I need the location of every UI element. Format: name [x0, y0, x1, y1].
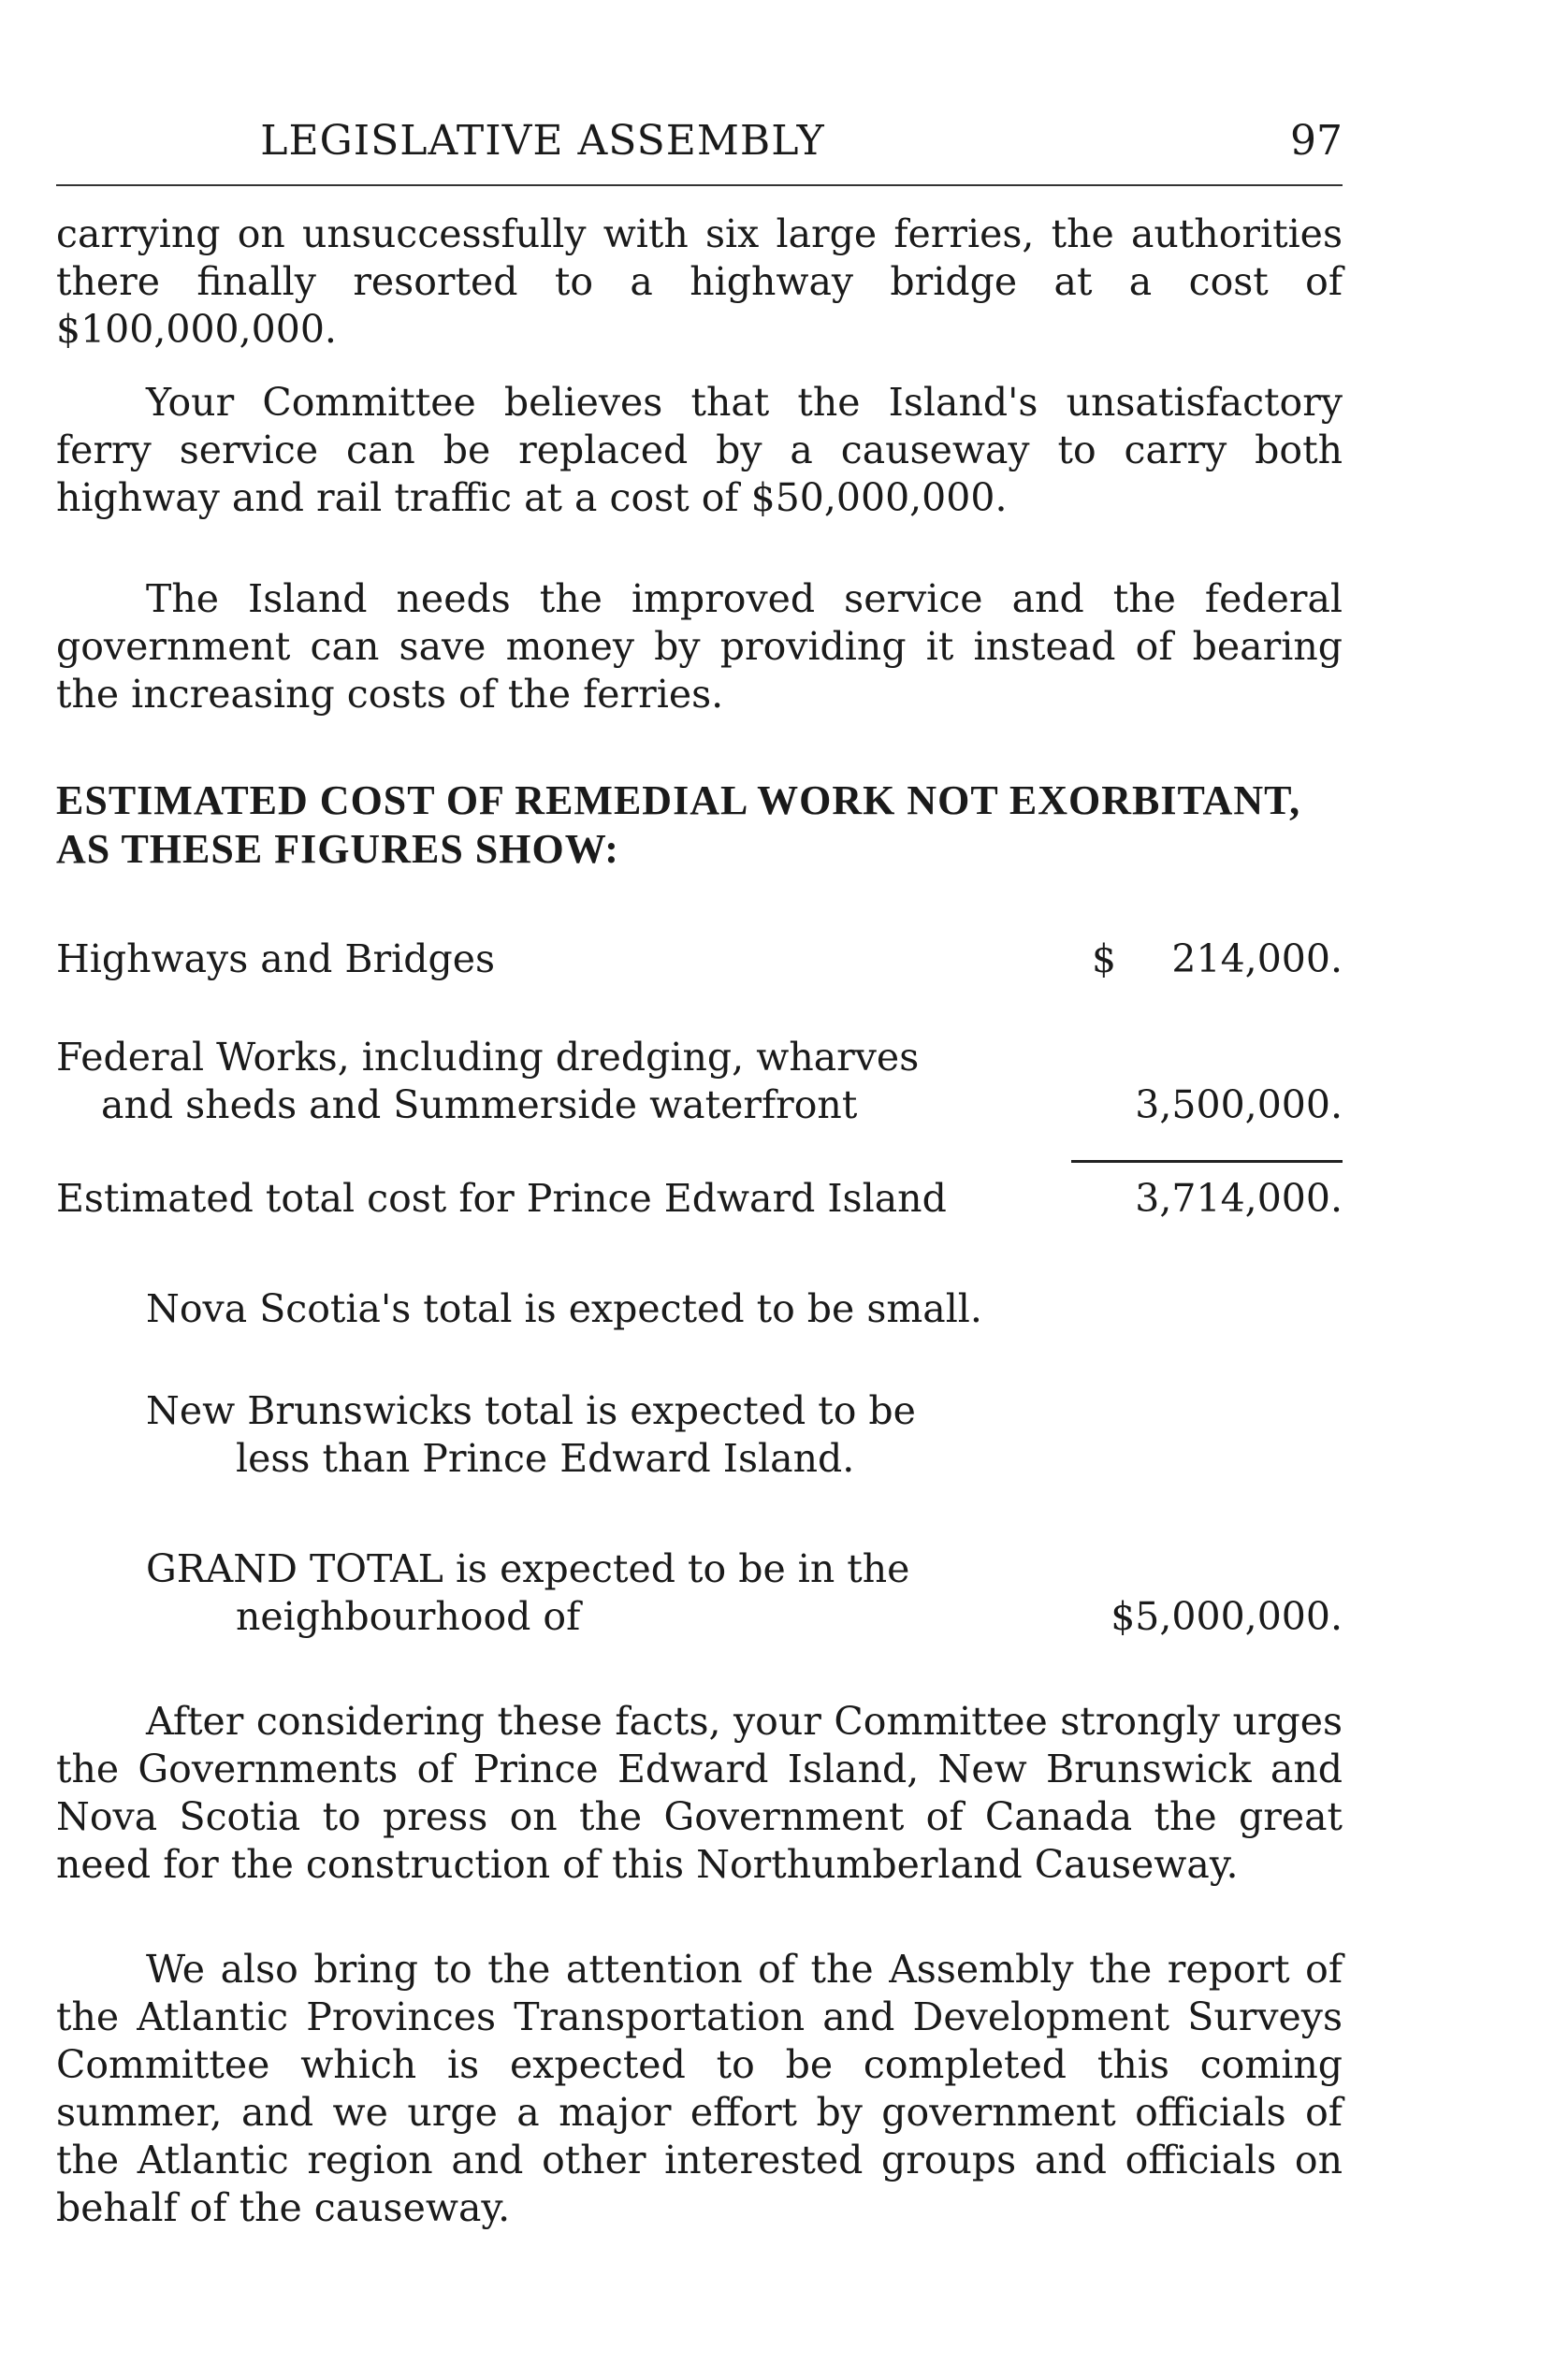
paragraph-4: After considering these facts, your Committee strongly urges the Governments of Prince Edward Island, New Brunswick and Nova Scotia to press on the Government of Canada the great need for the construction of this Northumberland Causeway.: [56, 1699, 1343, 1887]
cost-label: Highways and Bridges: [56, 936, 496, 981]
section-heading-line-1: ESTIMATED COST OF REMEDIAL WORK NOT EXORBITANT,: [56, 777, 1301, 823]
note-line-1: GRAND TOTAL is expected to be in the: [146, 1546, 910, 1591]
paragraph-2: Your Committee believes that the Island's unsatisfactory ferry service can be replaced by a causeway to carry both highway and rail traffic at a cost of $50,000,000.: [56, 380, 1343, 520]
cost-label: Estimated total cost for Prince Edward Island: [56, 1176, 947, 1221]
paragraph-5: We also bring to the attention of the Assembly the report of the Atlantic Provinces Transportation and Development Surveys Committee which is expected to be completed this coming summer, and we urge a major effort by government officials of the Atlantic region and other interested groups and officials on behalf of the causeway.: [56, 1947, 1343, 2230]
page-header: [56, 117, 1343, 173]
note-line-2: neighbourhood of: [236, 1594, 581, 1639]
cost-amount: 214,000.: [1171, 936, 1343, 981]
note-grand-total: [146, 1545, 1343, 1641]
note-line-2: less than Prince Edward Island.: [236, 1436, 855, 1481]
total-rule: [1071, 1160, 1343, 1163]
cost-amount: 3,500,000.: [1135, 1082, 1343, 1127]
grand-total-amount: $5,000,000.: [1111, 1594, 1343, 1639]
cost-label: [56, 1034, 919, 1129]
note-nova-scotia: Nova Scotia's total is expected to be small.: [146, 1286, 982, 1331]
page-number: 97: [1290, 117, 1343, 165]
cost-amount: 3,714,000.: [1135, 1176, 1343, 1221]
paragraph-1: carrying on unsuccessfully with six large ferries, the authorities there finally resorted to a highway bridge at a cost of $100,000,000.: [56, 211, 1343, 352]
cost-label-line-1: Federal Works, including dredging, wharves: [56, 1035, 920, 1080]
dollar-sign: $: [1092, 936, 1117, 981]
section-heading-line-2: AS THESE FIGURES SHOW:: [56, 826, 619, 872]
cost-row-federal: [56, 1034, 1343, 1129]
paragraph-3: The Island needs the improved service and the federal government can save money by providing it instead of bearing the increasing costs of the ferries.: [56, 576, 1343, 717]
header-rule: [56, 184, 1343, 186]
note-new-brunswick: [146, 1387, 1343, 1483]
cost-label-line-2: and sheds and Summerside waterfront: [101, 1082, 858, 1127]
document-page: [56, 0, 1343, 2378]
running-head: LEGISLATIVE ASSEMBLY: [260, 117, 825, 165]
section-heading: [56, 776, 1343, 874]
note-line-1: New Brunswicks total is expected to be: [146, 1388, 916, 1433]
